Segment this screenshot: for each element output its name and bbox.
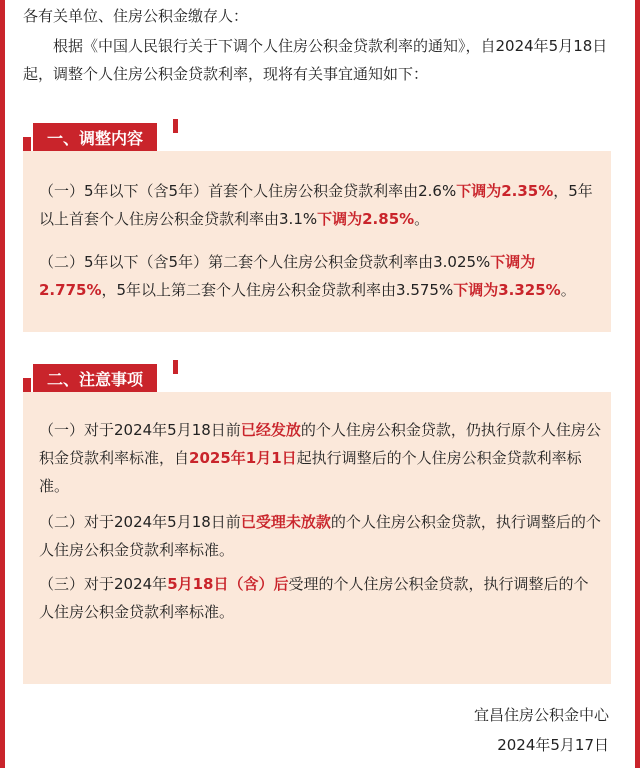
section-2-title: 二、注意事项 (33, 364, 160, 396)
item-text: （一）对于2024年5月18日前 (39, 421, 241, 439)
item-text: 的个人住房公积金贷款，仍执行原个人住房公积金贷款利率标准，自 (39, 421, 601, 467)
signature-org: 宜昌住房公积金中心 (473, 706, 609, 724)
highlight-text: 已受理未放款 (240, 513, 331, 531)
right-border-bar (635, 0, 640, 768)
left-border-bar (0, 0, 5, 768)
intro-paragraph: 根据《中国人民银行关于下调个人住房公积金贷款利率的通知》，自2024年5月18日起，调整个人住房公积金贷款利率，现将有关事宜通知如下： (23, 37, 608, 83)
highlight-text: 下调为2.35% (456, 182, 554, 200)
salutation: 各有关单位、住房公积金缴存人： (23, 7, 249, 25)
note-item-1 (39, 416, 603, 500)
item-text: （二）对于2024年5月18日前 (39, 513, 241, 531)
item-text: 受理的个人住房公积金贷款，执行调整后的个人住房公积金贷款利率标准。 (39, 575, 589, 621)
section-2-card (23, 392, 611, 684)
item-text: 。 (414, 210, 430, 228)
section-1-card (23, 151, 611, 332)
highlight-text: 下调为2.85% (317, 210, 415, 228)
item-text: 的个人住房公积金贷款，执行调整后的个人住房公积金贷款利率标准。 (39, 513, 601, 559)
item-text: （一）5年以下（含5年）首套个人住房公积金贷款利率由2.6% (39, 182, 457, 200)
header-accent-right (173, 360, 178, 374)
item-text: ，5年以上首套个人住房公积金贷款利率由3.1% (39, 182, 593, 228)
highlight-text: 下调为2.775% (39, 253, 536, 299)
adjust-item-1 (39, 177, 603, 233)
highlight-text: 已经发放 (240, 421, 301, 439)
adjust-item-2 (39, 248, 603, 304)
header-accent-right (173, 119, 178, 133)
item-text: ，5年以上第二套个人住房公积金贷款利率由3.575% (101, 281, 454, 299)
item-text: （三）对于2024年 (39, 575, 168, 593)
section-1-title: 一、调整内容 (33, 123, 160, 155)
note-item-3 (39, 570, 603, 626)
highlight-text: 5月18日（含）后 (167, 575, 289, 593)
highlight-text: 2025年1月1日 (189, 449, 297, 467)
signature-date: 2024年5月17日 (497, 736, 609, 754)
highlight-text: 下调为3.325% (453, 281, 561, 299)
item-text: 起执行调整后的个人住房公积金贷款利率标准。 (39, 449, 582, 495)
item-text: 。 (560, 281, 576, 299)
item-text: （二）5年以下（含5年）第二套个人住房公积金贷款利率由3.025% (39, 253, 491, 271)
note-item-2 (39, 508, 603, 564)
